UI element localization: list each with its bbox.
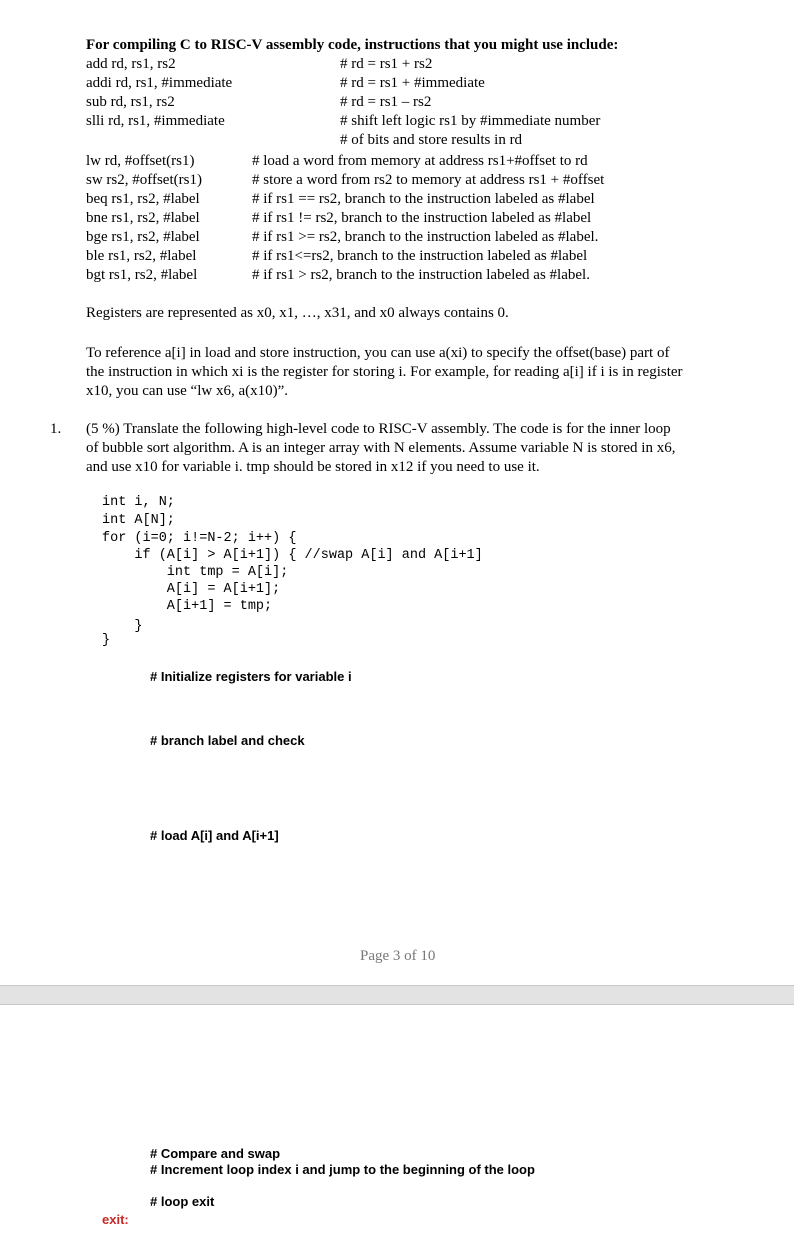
question-text-line: and use x10 for variable i. tmp should be stored in x12 if you need to use it. — [86, 459, 540, 475]
instruction-name: sw rs2, #offset(rs1) — [86, 172, 202, 188]
code-line: } — [102, 619, 143, 634]
instruction-name: bge rs1, rs2, #label — [86, 229, 200, 245]
reference-note-line: the instruction in which xi is the register for storing i. For example, for reading a[i] if i is in register — [86, 364, 683, 380]
instruction-comment: # store a word from rs2 to memory at address rs1 + #offset — [252, 172, 605, 188]
code-line: A[i] = A[i+1]; — [102, 582, 281, 597]
instruction-name: lw rd, #offset(rs1) — [86, 153, 195, 169]
instruction-comment: # rd = rs1 + rs2 — [340, 56, 433, 72]
instruction-name: ble rs1, rs2, #label — [86, 248, 197, 264]
answer-comment-loop-exit: # loop exit — [150, 1194, 215, 1209]
question-text-line: of bubble sort algorithm. A is an integer array with N elements. Assume variable N is stored in x6, — [86, 440, 676, 456]
instruction-comment: # if rs1 == rs2, branch to the instruction labeled as #label — [252, 191, 595, 207]
reference-note-line: x10, you can use “lw x6, a(x10)”. — [86, 383, 289, 399]
instruction-name: bne rs1, rs2, #label — [86, 210, 200, 226]
page-footer: Page 3 of 10 — [360, 948, 436, 964]
instruction-comment: # if rs1 >= rs2, branch to the instruction labeled as #label. — [252, 229, 599, 245]
answer-comment-load: # load A[i] and A[i+1] — [150, 828, 279, 843]
question-number: 1. — [50, 421, 62, 437]
instruction-comment: # load a word from memory at address rs1+#offset to rd — [252, 153, 588, 169]
instruction-list-header: For compiling C to RISC-V assembly code, instructions that you might use include: — [86, 37, 619, 53]
registers-note: Registers are represented as x0, x1, …, x31, and x0 always contains 0. — [86, 305, 509, 321]
instruction-name: add rd, rs1, rs2 — [86, 56, 176, 72]
exit-label: exit: — [102, 1212, 129, 1227]
instruction-name: bgt rs1, rs2, #label — [86, 267, 198, 283]
code-line: if (A[i] > A[i+1]) { //swap A[i] and A[i+1] — [102, 548, 483, 563]
answer-comment-compare: # Compare and swap — [150, 1146, 281, 1161]
instruction-comment-continued: # of bits and store results in rd — [340, 132, 523, 148]
page-separator — [0, 985, 794, 1005]
code-line: } — [102, 633, 111, 648]
instruction-comment: # rd = rs1 – rs2 — [340, 94, 432, 110]
code-line: int tmp = A[i]; — [102, 565, 289, 580]
reference-note-line: To reference a[i] in load and store instruction, you can use a(xi) to specify the offset(base) part of — [86, 345, 670, 361]
code-line: int A[N]; — [102, 513, 175, 528]
instruction-name: addi rd, rs1, #immediate — [86, 75, 233, 91]
question-text-line: (5 %) Translate the following high-level code to RISC-V assembly. The code is for the inner loop — [86, 421, 671, 437]
instruction-comment: # if rs1<=rs2, branch to the instruction labeled as #label — [252, 248, 588, 264]
code-line: for (i=0; i!=N-2; i++) { — [102, 531, 297, 546]
instruction-name: beq rs1, rs2, #label — [86, 191, 200, 207]
answer-comment-increment: # Increment loop index i and jump to the beginning of the loop — [150, 1162, 535, 1177]
code-line: int i, N; — [102, 495, 175, 510]
instruction-name: slli rd, rs1, #immediate — [86, 113, 225, 129]
answer-comment-init: # Initialize registers for variable i — [150, 669, 352, 684]
instruction-comment: # shift left logic rs1 by #immediate number — [340, 113, 601, 129]
instruction-comment: # rd = rs1 + #immediate — [340, 75, 485, 91]
answer-comment-branch: # branch label and check — [150, 733, 305, 748]
instruction-comment: # if rs1 > rs2, branch to the instruction labeled as #label. — [252, 267, 590, 283]
instruction-name: sub rd, rs1, rs2 — [86, 94, 175, 110]
instruction-comment: # if rs1 != rs2, branch to the instruction labeled as #label — [252, 210, 592, 226]
code-line: A[i+1] = tmp; — [102, 599, 273, 614]
